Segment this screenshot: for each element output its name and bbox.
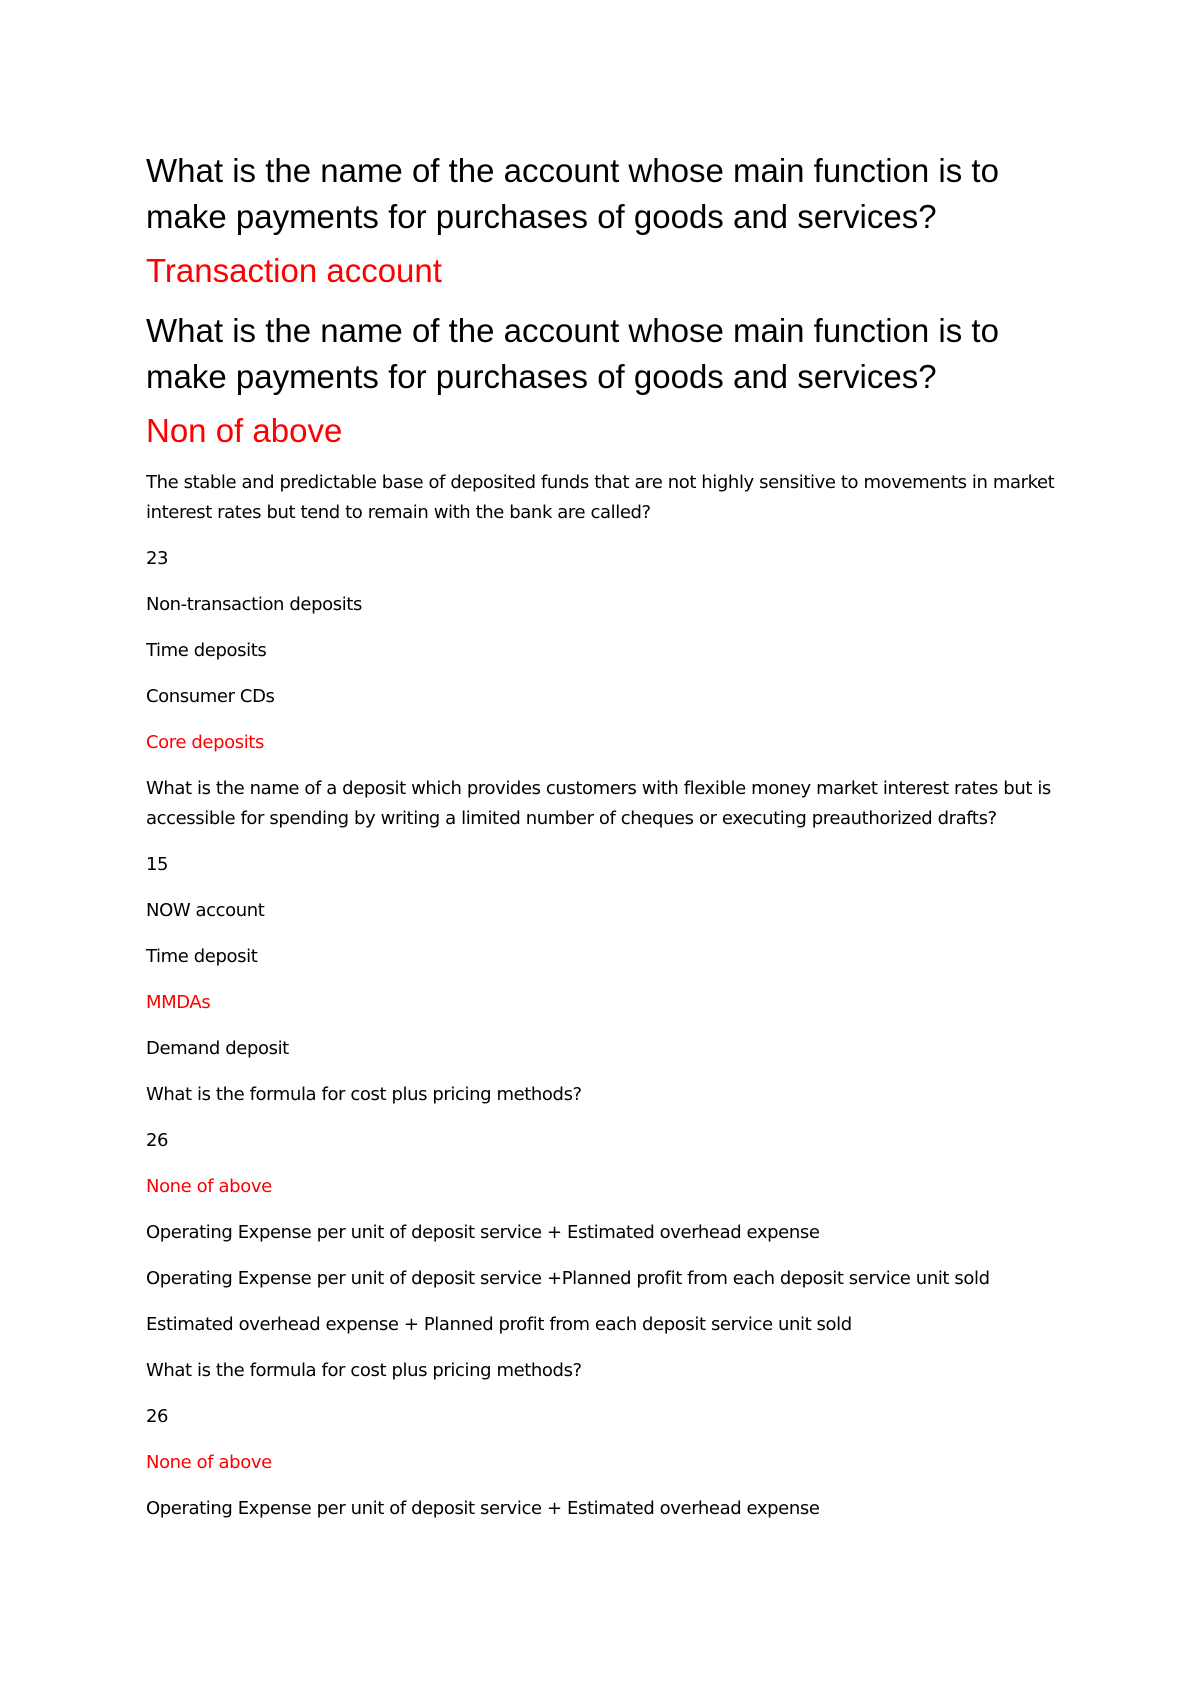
question-heading: What is the name of the account whose main function is to make payments for purchases of goods and services? [146, 152, 999, 235]
option-text: Non-transaction deposits [146, 594, 362, 615]
option-text: Operating Expense per unit of deposit service + Estimated overhead expense [146, 1222, 820, 1243]
correct-option-text: Core deposits [146, 732, 264, 753]
answer-heading: Non of above [146, 412, 343, 449]
option-text: NOW account [146, 900, 265, 921]
option-text: Time deposits [146, 640, 267, 661]
option-text: Estimated overhead expense + Planned profit from each deposit service unit sold [146, 1314, 852, 1335]
answer-heading: Transaction account [146, 252, 442, 289]
option-text: Operating Expense per unit of deposit service +Planned profit from each deposit service unit sold [146, 1268, 990, 1289]
question-text: What is the formula for cost plus pricing methods? [146, 1084, 582, 1105]
option-text: Demand deposit [146, 1038, 289, 1059]
question-number: 26 [146, 1406, 169, 1427]
question-number: 23 [146, 548, 169, 569]
correct-option-text: None of above [146, 1176, 272, 1197]
question-number: 26 [146, 1130, 169, 1151]
question-text: The stable and predictable base of deposited funds that are not highly sensitive to movements in market interest rates but tend to remain with the bank are called? [146, 472, 1055, 523]
correct-option-text: MMDAs [146, 992, 211, 1013]
document-page [146, 148, 1076, 1540]
question-number: 15 [146, 854, 169, 875]
option-text: Consumer CDs [146, 686, 275, 707]
correct-option-text: None of above [146, 1452, 272, 1473]
question-text: What is the name of a deposit which provides customers with flexible money market interest rates but is accessible for spending by writing a limited number of cheques or executing preauthorized drafts? [146, 778, 1051, 829]
question-text: What is the formula for cost plus pricing methods? [146, 1360, 582, 1381]
option-text: Time deposit [146, 946, 258, 967]
option-text: Operating Expense per unit of deposit service + Estimated overhead expense [146, 1498, 820, 1519]
question-heading: What is the name of the account whose main function is to make payments for purchases of goods and services? [146, 312, 999, 395]
